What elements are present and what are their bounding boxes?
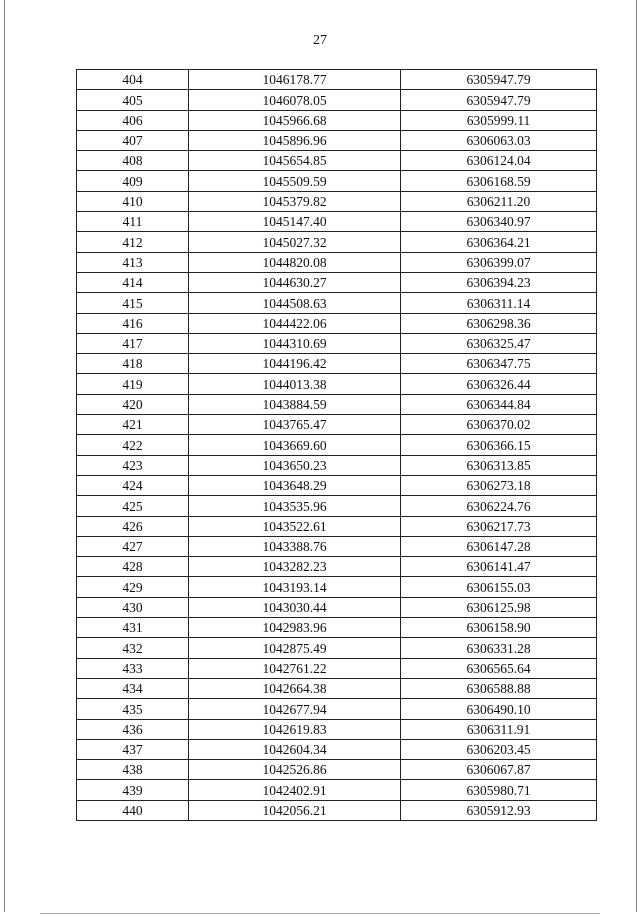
- y-coordinate-cell: 6306344.84: [401, 394, 597, 414]
- table-row: [77, 658, 597, 678]
- y-coordinate-cell: 6306224.76: [401, 496, 597, 516]
- y-coordinate-cell: 6305980.71: [401, 780, 597, 800]
- table-row: [77, 475, 597, 495]
- point-number-cell: 412: [77, 232, 189, 252]
- y-coordinate-cell: 6306370.02: [401, 415, 597, 435]
- x-coordinate-cell: 1045147.40: [189, 212, 401, 232]
- x-coordinate-cell: 1044310.69: [189, 333, 401, 353]
- y-coordinate-cell: 6306141.47: [401, 557, 597, 577]
- y-coordinate-cell: 6306063.03: [401, 130, 597, 150]
- y-coordinate-cell: 6306565.64: [401, 658, 597, 678]
- table-row: [77, 293, 597, 313]
- x-coordinate-cell: 1045509.59: [189, 171, 401, 191]
- point-number-cell: 409: [77, 171, 189, 191]
- point-number-cell: 414: [77, 272, 189, 292]
- page-edge-right: [636, 0, 637, 912]
- point-number-cell: 425: [77, 496, 189, 516]
- table-row: [77, 780, 597, 800]
- y-coordinate-cell: 6306588.88: [401, 678, 597, 698]
- point-number-cell: 407: [77, 130, 189, 150]
- x-coordinate-cell: 1045379.82: [189, 191, 401, 211]
- table-row: [77, 699, 597, 719]
- x-coordinate-cell: 1044196.42: [189, 354, 401, 374]
- table-row: [77, 435, 597, 455]
- table-row: [77, 496, 597, 516]
- x-coordinate-cell: 1043522.61: [189, 516, 401, 536]
- y-coordinate-cell: 6306331.28: [401, 638, 597, 658]
- y-coordinate-cell: 6306124.04: [401, 151, 597, 171]
- table-row: [77, 678, 597, 698]
- point-number-cell: 431: [77, 618, 189, 638]
- y-coordinate-cell: 6305912.93: [401, 800, 597, 820]
- y-coordinate-cell: 6305947.79: [401, 70, 597, 90]
- x-coordinate-cell: 1042677.94: [189, 699, 401, 719]
- point-number-cell: 436: [77, 719, 189, 739]
- point-number-cell: 421: [77, 415, 189, 435]
- x-coordinate-cell: 1043030.44: [189, 597, 401, 617]
- point-number-cell: 413: [77, 252, 189, 272]
- y-coordinate-cell: 6306203.45: [401, 739, 597, 759]
- y-coordinate-cell: 6306490.10: [401, 699, 597, 719]
- x-coordinate-cell: 1044422.06: [189, 313, 401, 333]
- point-number-cell: 430: [77, 597, 189, 617]
- x-coordinate-cell: 1042402.91: [189, 780, 401, 800]
- y-coordinate-cell: 6306394.23: [401, 272, 597, 292]
- table-row: [77, 597, 597, 617]
- table-row: [77, 516, 597, 536]
- point-number-cell: 420: [77, 394, 189, 414]
- point-number-cell: 417: [77, 333, 189, 353]
- point-number-cell: 438: [77, 760, 189, 780]
- y-coordinate-cell: 6306155.03: [401, 577, 597, 597]
- x-coordinate-cell: 1043884.59: [189, 394, 401, 414]
- y-coordinate-cell: 6306298.36: [401, 313, 597, 333]
- point-number-cell: 404: [77, 70, 189, 90]
- point-number-cell: 440: [77, 800, 189, 820]
- point-number-cell: 419: [77, 374, 189, 394]
- page-edge-bottom: [40, 913, 600, 914]
- coordinates-table: [76, 69, 597, 821]
- table-row: [77, 151, 597, 171]
- table-row: [77, 618, 597, 638]
- table-row: [77, 557, 597, 577]
- point-number-cell: 439: [77, 780, 189, 800]
- point-number-cell: 410: [77, 191, 189, 211]
- x-coordinate-cell: 1042619.83: [189, 719, 401, 739]
- table-row: [77, 333, 597, 353]
- point-number-cell: 406: [77, 110, 189, 130]
- x-coordinate-cell: 1042983.96: [189, 618, 401, 638]
- table-row: [77, 272, 597, 292]
- table-row: [77, 252, 597, 272]
- x-coordinate-cell: 1042056.21: [189, 800, 401, 820]
- x-coordinate-cell: 1046078.05: [189, 90, 401, 110]
- y-coordinate-cell: 6306147.28: [401, 536, 597, 556]
- point-number-cell: 434: [77, 678, 189, 698]
- y-coordinate-cell: 6306273.18: [401, 475, 597, 495]
- x-coordinate-cell: 1043282.23: [189, 557, 401, 577]
- table-row: [77, 232, 597, 252]
- point-number-cell: 416: [77, 313, 189, 333]
- page-edge-left: [4, 0, 5, 912]
- point-number-cell: 427: [77, 536, 189, 556]
- y-coordinate-cell: 6306366.15: [401, 435, 597, 455]
- y-coordinate-cell: 6306326.44: [401, 374, 597, 394]
- table-row: [77, 455, 597, 475]
- point-number-cell: 415: [77, 293, 189, 313]
- point-number-cell: 428: [77, 557, 189, 577]
- point-number-cell: 424: [77, 475, 189, 495]
- point-number-cell: 418: [77, 354, 189, 374]
- x-coordinate-cell: 1043765.47: [189, 415, 401, 435]
- x-coordinate-cell: 1042875.49: [189, 638, 401, 658]
- page-number: 27: [313, 33, 327, 48]
- y-coordinate-cell: 6306217.73: [401, 516, 597, 536]
- point-number-cell: 433: [77, 658, 189, 678]
- y-coordinate-cell: 6306325.47: [401, 333, 597, 353]
- x-coordinate-cell: 1045896.96: [189, 130, 401, 150]
- x-coordinate-cell: 1042761.22: [189, 658, 401, 678]
- point-number-cell: 408: [77, 151, 189, 171]
- x-coordinate-cell: 1042604.34: [189, 739, 401, 759]
- table-row: [77, 313, 597, 333]
- y-coordinate-cell: 6306168.59: [401, 171, 597, 191]
- y-coordinate-cell: 6306311.91: [401, 719, 597, 739]
- table-row: [77, 191, 597, 211]
- y-coordinate-cell: 6306125.98: [401, 597, 597, 617]
- y-coordinate-cell: 6306311.14: [401, 293, 597, 313]
- y-coordinate-cell: 6305999.11: [401, 110, 597, 130]
- x-coordinate-cell: 1043193.14: [189, 577, 401, 597]
- x-coordinate-cell: 1044630.27: [189, 272, 401, 292]
- y-coordinate-cell: 6306399.07: [401, 252, 597, 272]
- x-coordinate-cell: 1043669.60: [189, 435, 401, 455]
- table-row: [77, 130, 597, 150]
- table-row: [77, 739, 597, 759]
- coordinates-table-body: [77, 70, 597, 821]
- x-coordinate-cell: 1043535.96: [189, 496, 401, 516]
- point-number-cell: 423: [77, 455, 189, 475]
- table-row: [77, 415, 597, 435]
- table-row: [77, 638, 597, 658]
- point-number-cell: 432: [77, 638, 189, 658]
- point-number-cell: 429: [77, 577, 189, 597]
- x-coordinate-cell: 1043650.23: [189, 455, 401, 475]
- x-coordinate-cell: 1044820.08: [189, 252, 401, 272]
- point-number-cell: 435: [77, 699, 189, 719]
- y-coordinate-cell: 6306340.97: [401, 212, 597, 232]
- y-coordinate-cell: 6306313.85: [401, 455, 597, 475]
- table-row: [77, 760, 597, 780]
- table-row: [77, 171, 597, 191]
- x-coordinate-cell: 1044013.38: [189, 374, 401, 394]
- point-number-cell: 411: [77, 212, 189, 232]
- table-row: [77, 577, 597, 597]
- x-coordinate-cell: 1042664.38: [189, 678, 401, 698]
- x-coordinate-cell: 1043388.76: [189, 536, 401, 556]
- table-row: [77, 212, 597, 232]
- y-coordinate-cell: 6306364.21: [401, 232, 597, 252]
- table-row: [77, 354, 597, 374]
- y-coordinate-cell: 6305947.79: [401, 90, 597, 110]
- x-coordinate-cell: 1043648.29: [189, 475, 401, 495]
- point-number-cell: 437: [77, 739, 189, 759]
- x-coordinate-cell: 1045966.68: [189, 110, 401, 130]
- y-coordinate-cell: 6306067.87: [401, 760, 597, 780]
- table-row: [77, 536, 597, 556]
- x-coordinate-cell: 1046178.77: [189, 70, 401, 90]
- x-coordinate-cell: 1044508.63: [189, 293, 401, 313]
- table-row: [77, 90, 597, 110]
- x-coordinate-cell: 1042526.86: [189, 760, 401, 780]
- x-coordinate-cell: 1045027.32: [189, 232, 401, 252]
- y-coordinate-cell: 6306211.20: [401, 191, 597, 211]
- point-number-cell: 422: [77, 435, 189, 455]
- y-coordinate-cell: 6306347.75: [401, 354, 597, 374]
- x-coordinate-cell: 1045654.85: [189, 151, 401, 171]
- table-row: [77, 110, 597, 130]
- table-row: [77, 800, 597, 820]
- table-row: [77, 719, 597, 739]
- point-number-cell: 405: [77, 90, 189, 110]
- table-row: [77, 394, 597, 414]
- table-row: [77, 70, 597, 90]
- y-coordinate-cell: 6306158.90: [401, 618, 597, 638]
- point-number-cell: 426: [77, 516, 189, 536]
- table-row: [77, 374, 597, 394]
